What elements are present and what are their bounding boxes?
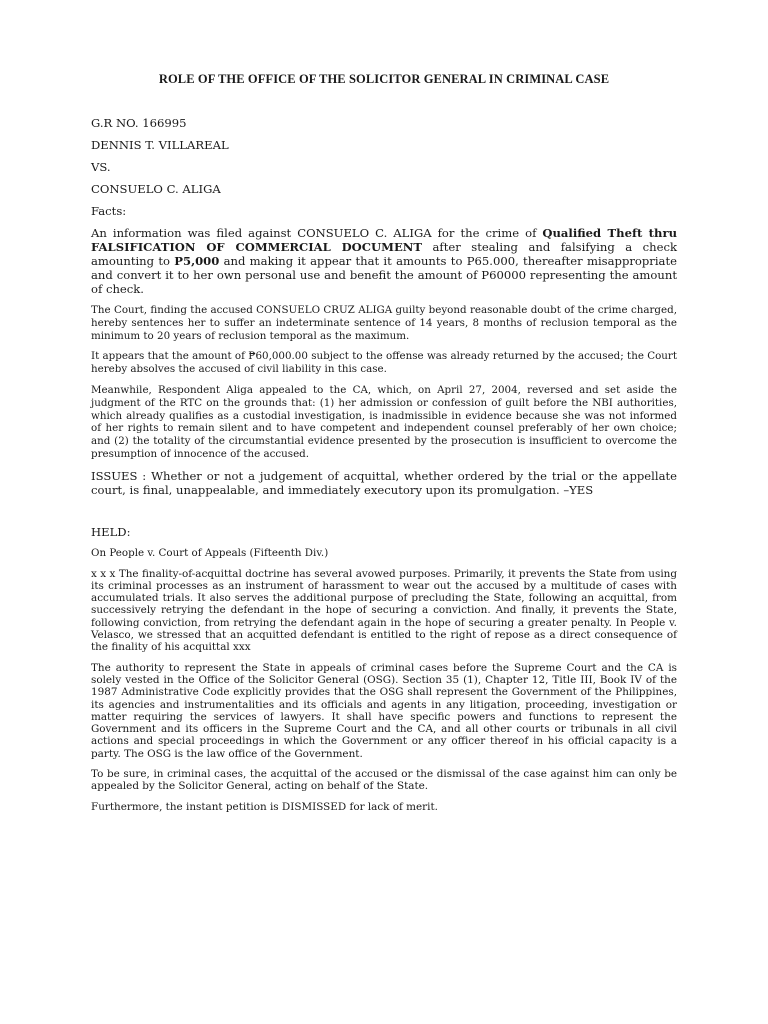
held-paragraph-4: Furthermore, the instant petition is DISMISSED for lack of merit.: [91, 800, 438, 813]
facts-p1-bold-amount: P5,000: [174, 254, 220, 268]
respondent-name: CONSUELO C. ALIGA: [91, 182, 221, 196]
issues-paragraph: ISSUES : Whether or not a judgement of acquittal, whether ordered by the trial or the appellate court, is final, unappealable, and immediately executory upon its promulgation. –YES: [91, 468, 677, 497]
held-subheading: On People v. Court of Appeals (Fifteenth Div.): [91, 546, 329, 559]
held-heading: HELD:: [91, 524, 131, 539]
facts-p1-bold-crime: Qualified Theft thru FALSIFICATION OF COMMERCIAL DOCUMENT: [91, 226, 678, 254]
facts-paragraph-1: [91, 226, 677, 296]
petitioner-name: DENNIS T. VILLAREAL: [91, 138, 229, 152]
facts-paragraph-3: It appears that the amount of ₱60,000.00 subject to the offense was already returned by the accused; the Court hereby absolves the accused of civil liability in this case.: [91, 350, 677, 376]
facts-heading: Facts:: [91, 204, 127, 218]
facts-p1-text-1: An information was filed against CONSUELO C. ALIGA for the crime of: [91, 226, 543, 240]
versus-label: VS.: [91, 160, 111, 174]
facts-p1-text-2: after stealing and falsifying a check amounting to: [91, 240, 678, 268]
held-paragraph-2: The authority to represent the State in appeals of criminal cases before the Supreme Court and the CA is solely vested in the Office of the Solicitor General (OSG). Section 35 (1), Chapter 12, Title III, Book IV of the 1987 Administrative Code explicitly provides that the OSG shall represent the Government of the Philippines, its agencies and instrumentalities and its officials and agents in any litigation, proceeding, investigation or matter requiring the services of lawyers. It shall have specific powers and functions to represent the Government and its officers in the Supreme Court and the CA, and all other courts or tribunals in all civil actions and special proceedings in which the Government or any officer thereof in his official capacity is a party. The OSG is the law office of the Government.: [91, 661, 677, 760]
held-paragraph-1: x x x The finality-of-acquittal doctrine has several avowed purposes. Primarily, it prevents the State from using its criminal processes as an instrument of harassment to wear out the accused by a multitude of cases with accumulated trials. It also serves the additional purpose of precluding the State, following an acquittal, from successively retrying the defendant in the hope of securing a conviction. And finally, it prevents the State, following conviction, from retrying the defendant again in the hope of securing a greater penalty. In People v. Velasco, we stressed that an acquitted defendant is entitled to the right of repose as a direct consequence of the finality of his acquittal xxx: [91, 567, 677, 654]
facts-paragraph-4: Meanwhile, Respondent Aliga appealed to the CA, which, on April 27, 2004, reversed and set aside the judgment of the RTC on the grounds that: (1) her admission or confession of guilt before the NBI authorities, which already qualifies as a custodial investigation, is inadmissible in evidence because she was not informed of her rights to remain silent and to have competent and independent counsel preferably of her own choice; and (2) the totality of the circumstantial evidence presented by the prosecution is insufficient to overcome the presumption of innocence of the accused.: [91, 383, 677, 460]
document-title: ROLE OF THE OFFICE OF THE SOLICITOR GENERAL IN CRIMINAL CASE: [158, 72, 610, 86]
facts-p1-text-3: and making it appear that it amounts to P65.000, thereafter misappropriate and convert it to her own personal use and benefit the amount of P60000 representing the amount of check.: [91, 254, 677, 296]
case-number: G.R NO. 166995: [91, 116, 187, 130]
document-body: [91, 116, 677, 821]
held-paragraph-3: To be sure, in criminal cases, the acquittal of the accused or the dismissal of the case against him can only be appealed by the Solicitor General, acting on behalf of the State.: [91, 768, 677, 793]
facts-paragraph-2: The Court, finding the accused CONSUELO CRUZ ALIGA guilty beyond reasonable doubt of the crime charged, hereby sentences her to suffer an indeterminate sentence of 14 years, 8 months of reclusion temporal as the minimum to 20 years of reclusion temporal as the maximum.: [91, 304, 677, 342]
section-spacer: [91, 505, 677, 525]
